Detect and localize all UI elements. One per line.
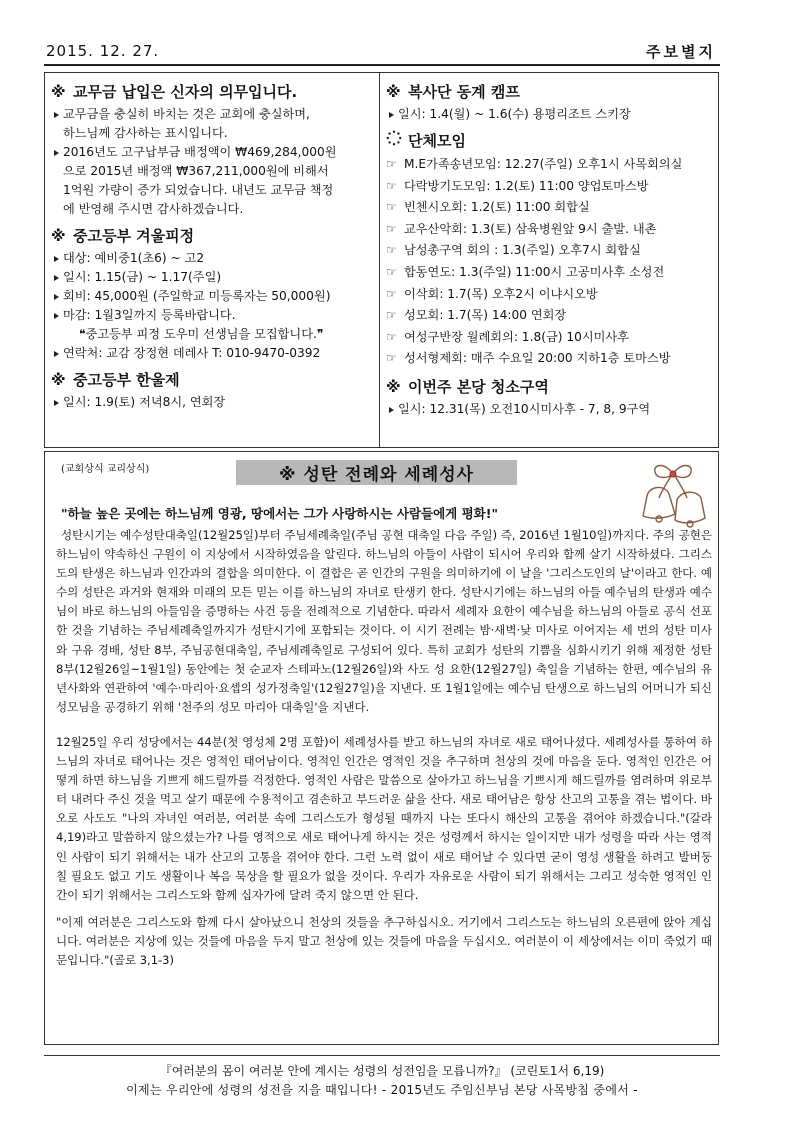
tithe-title-text: 교무금 납입은 신자의 의무입니다. [73,83,298,101]
group-meeting-item [386,305,714,327]
group-meeting-item [386,348,714,370]
winter-camp-item: 회비: 45,000원 (주일학교 미등록자는 50,000원) [51,287,373,306]
article-quote: "하늘 높은 곳에는 하느님께 영광, 땅에서는 그가 사랑하시는 사람들에게 평화!" [61,506,498,521]
bulletin-title: 주보별지 [646,43,716,61]
group-meeting-text: 성서형제회: 매주 수요일 20:00 지하1층 토마스방 [404,351,671,366]
article-box [44,451,719,1045]
group-meeting-item [386,262,714,284]
group-meeting-item [386,154,714,176]
altar-camp-item: 일시: 1.4(월) ~ 1.6(수) 용평리조트 스키장 [386,105,714,124]
winter-camp-contact: 연락처: 교감 장정현 데레사 T: 010-9470-0392 [51,344,373,363]
article-title: ※ 성탄 전례와 세례성사 [236,460,517,485]
article-paragraph: 12월25일 우리 성당에서는 44분(첫 영성체 2명 포함)이 세례성사를 받고 하느님의 자녀로 새로 태어나셨다. 세례성사를 통하여 하느님의 자녀로 태어나는 것은 영적인 태어남이다. 영적인 인간은 영적인 것을 추구하며 천상의 것에 마음을 둔다. 영적인 인간은 어떻게 하면 하느님을 기쁘게 해드릴까를 걱정한다. 영적인 사람은 말씀으로 살아가고 하느님을 기쁘시게 해드릴까를 염려하며 위로부터 내려다 주신 것을 먹고 살기 때문에 수용적이고 겸손하고 부드러운 삶을 산다. 새로 태어남은 항상 산고의 고통을 겪는 법이다. 바오로 사도도 "나의 자녀인 여러분, 여러분 속에 그리스도가 형성될 때까지 나는 또다시 해산의 고통을 겪어야 하겠습니다."(갈라 4,19)라고 말씀하지 않으셨는가? 나를 영적으로 새로 태어나게 하시는 것은 성령께서 하시는 일이지만 내가 성령을 따라 사는 영적인 사람이 되기 위해서는 내가 산고의 고통을 겪어야 한다. 그런 노력 없이 새로 태어날 수 있다면 굳이 영성 생활을 하려고 발버둥 칠 필요도 없고 기도 생활이나 복음 묵상을 할 필요가 없을 것이다. 우리가 자유로운 사람이 되기 위해서는 그리고 성숙한 영적인 인간이 되기 위해서는 그리스도와 함께 십자가에 달려 죽지 않으면 안 된다. [56,734,712,902]
pointing-hand-icon: ☞ [386,178,397,193]
winter-camp-item: 마감: 1월3일까지 등록바랍니다. [51,306,373,325]
tithe-line: 에 반영해 주시면 감사하겠습니다. [63,202,244,216]
page-header [44,40,720,66]
groups-section-title [386,128,714,154]
left-column [51,79,373,412]
cleaning-item: 일시: 12.31(목) 오전10시미사후 - 7, 8, 9구역 [386,400,714,419]
one-mind-section-title [51,367,373,393]
group-meeting-text: 빈첸시오회: 1.2(토) 11:00 회합실 [404,200,590,215]
footer-divider [44,1055,720,1056]
cleaning-section-title [386,374,714,400]
pointing-hand-icon: ☞ [386,351,397,366]
pointing-hand-icon: ☞ [386,221,397,236]
pointing-hand-icon: ☞ [386,243,397,258]
tithe-line: 하느님께 감사하는 표시입니다. [63,126,228,140]
reference-mark-icon: ※ [386,377,401,396]
article-body [56,526,712,970]
announcements-box [44,72,719,448]
winter-camp-item: 대상: 예비중1(초6) ~ 고2 [51,249,373,268]
group-meeting-item [386,197,714,219]
article-category: (교회상식 교리상식) [61,464,150,475]
altar-camp-title-text: 복사단 동계 캠프 [408,83,520,101]
group-meeting-text: 이삭회: 1.7(목) 오후2시 이냐시오방 [404,286,598,301]
tithe-line: 1억원 가량이 증가 되었습니다. 내년도 교무금 책정 [63,183,334,197]
group-meeting-text: 다락방기도모임: 1.2(토) 11:00 양업토마스방 [404,178,649,193]
winter-camp-title-text: 중고등부 겨울피정 [73,227,195,245]
group-meeting-item [386,176,714,198]
group-meeting-text: 성모회: 1.7(목) 14:00 연회장 [404,308,567,323]
right-column [386,79,714,419]
reference-mark-icon: ※ [51,227,66,245]
footer-motto: 이제는 우리안에 성령의 성전을 지을 때입니다! - 2015년도 주임신부님 본당 사목방침 중에서 - [126,1083,638,1097]
pointing-hand-icon: ☞ [386,286,397,301]
group-meeting-text: 합동연도: 1.3(주일) 11:00시 고공미사후 소성전 [404,264,665,279]
pointing-hand-icon: ☞ [386,157,397,171]
sun-icon-svg [386,130,402,146]
group-meeting-item [386,219,714,241]
reference-mark-icon: ※ [51,83,66,101]
altar-camp-section-title [386,79,714,105]
tithe-line: 2016년도 고구납부금 배정액이 ₩469,284,000원 [51,143,373,162]
group-meeting-text: 여성구반장 월례회의: 1.8(금) 10시미사후 [404,329,629,344]
sun-icon [386,128,404,154]
winter-camp-section-title [51,223,373,249]
pointing-hand-icon: ☞ [386,308,397,323]
group-meeting-item [386,327,714,349]
tithe-line: 으로 2015년 배정액 ₩367,211,000원에 비해서 [63,164,329,178]
group-meeting-text: M.E가족송년모임: 12.27(주일) 오후1시 사목회의실 [404,157,683,171]
pointing-hand-icon: ☞ [386,200,397,215]
one-mind-title-text: 중고등부 한울제 [73,371,180,389]
pointing-hand-icon: ☞ [386,264,397,279]
group-meeting-text: 교우산악회: 1.3(토) 삼육병원앞 9시 출발. 내촌 [404,221,657,236]
footer-scripture: 『여러분의 몸이 여러분 안에 계시는 성령의 성전임을 모릅니까?』 (코린토1서 6,19) [159,1064,605,1078]
bulletin-date: 2015. 12. 27. [46,42,160,60]
article-scripture-paragraph: "이제 여러분은 그리스도와 함께 다시 살아났으니 천상의 것들을 추구하십시오. 거기에서 그리스도는 하느님의 오른편에 앉아 계십니다. 여러분은 지상에 있는 것들에 마음을 두지 말고 천상에 있는 것들에 마음을 두십시오. 여러분이 이 세상에서는 이미 죽었기 때문입니다."(골로 3,1-3) [56,914,712,967]
column-divider [379,73,380,447]
pointing-hand-icon: ☞ [386,329,397,344]
reference-mark-icon: ※ [51,371,66,389]
reference-mark-icon: ※ [386,83,401,101]
group-meeting-item [386,240,714,262]
groups-title-text: 단체모임 [408,132,466,150]
winter-camp-item: 일시: 1.15(금) ~ 1.17(주일) [51,268,373,287]
article-paragraph: 성탄시기는 예수성탄대축일(12월25일)부터 주님세례축일(주님 공현 대축일 다음 주일) 즉, 2016년 1월10일)까지다. 주의 공현은 하느님이 약속하신 구원이 이 지상에서 시작하였음을 알린다. 하느님의 아들이 사람이 되시어 우리와 함께 살기 시작하셨다. 그리스도의 탄생은 하느님과 인간과의 결합을 의미한다. 이 결합은 곧 인간의 구원을 의미하기에 이 날을 '그리스도인의 날'이라고 한다. 예수의 성탄은 과거와 현재와 미래의 모든 믿는 이를 하느님의 자녀로 탄생키 한다. 성탄시기에는 하느님의 아들 예수님의 탄생과 예수님이 바로 하느님의 아들임을 증명하는 사건 등을 전례적으로 기념한다. 따라서 세례자 요한이 예수님을 하느님의 아들로 공식 선포한 것을 기념하는 주님세례축일까지가 성탄시기에 포함되는 것이다. 이 시기 전례는 밤·새벽·낮 미사로 이어지는 세 번의 성탄 미사와 구유 경배, 성탄 8부, 주님공현대축일, 주님세례축일로 구성되어 있다. 특히 교회가 성탄의 기쁨을 심화시키기 위해 제정한 성탄 8부(12월26일~1월1일) 동안에는 첫 순교자 스테파노(12월26일)와 사도 성 요한(12월27일) 축일을 기념하는 한편, 예수님의 유년사화와 연관하여 '예수·마리아·요셉의 성가정축일'(12월27일)을 지낸다. 또 1월1일에는 예수님 탄생으로 하느님의 어머니가 되신 성모님을 공경하기 위해 '천주의 성모 마리아 대축일'을 지낸다. [56,528,712,714]
tithe-section-title [51,79,373,105]
one-mind-item: 일시: 1.9(토) 저녁8시, 연회장 [51,393,373,412]
group-meeting-item [386,284,714,306]
cleaning-title-text: 이번주 본당 청소구역 [408,377,549,396]
tithe-line: 교무금을 충실히 바치는 것은 교회에 충실하며, [51,105,373,124]
winter-camp-note: ❝중고등부 피정 도우미 선생님을 모집합니다.❞ [79,327,324,341]
group-meeting-text: 남성총구역 회의 : 1.3(주일) 오후7시 회합실 [404,243,641,258]
